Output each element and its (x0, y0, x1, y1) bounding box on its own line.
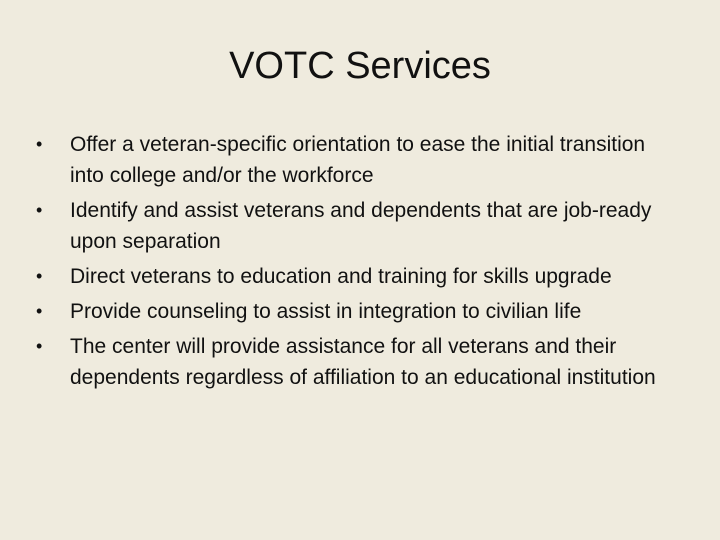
bullet-text: Offer a veteran-specific orientation to ease the initial transition into college and/or the workforce (70, 133, 646, 187)
bullet-item (36, 296, 676, 327)
bullet-text: Direct veterans to education and training for skills upgrade (70, 265, 612, 288)
bullet-icon: • (36, 200, 43, 220)
bullet-icon: • (36, 336, 43, 356)
bullet-icon: • (36, 266, 43, 286)
bullet-item (36, 331, 676, 393)
bullet-item (36, 261, 676, 292)
bullet-list (36, 129, 676, 397)
bullet-icon: • (36, 301, 43, 321)
bullet-text: The center will provide assistance for all veterans and their dependents regardless of affiliation to an educational institution (70, 335, 656, 389)
bullet-item (36, 129, 676, 191)
bullet-icon: • (36, 134, 43, 154)
bullet-text: Provide counseling to assist in integration to civilian life (70, 300, 582, 323)
bullet-text: Identify and assist veterans and dependents that are job-ready upon separation (70, 199, 652, 253)
bullet-item (36, 195, 676, 257)
slide-title: VOTC Services (229, 45, 491, 87)
